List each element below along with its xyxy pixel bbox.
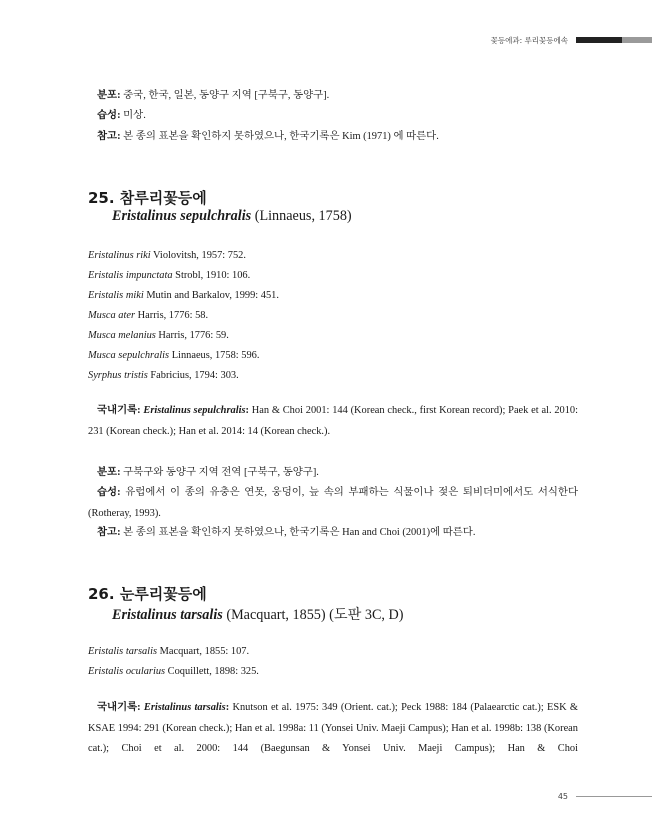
species-25-habit: 습성: 유럽에서 이 종의 유충은 연못, 웅덩이, 늪 속의 부패하는 식물이나 젖은 퇴비더미에서도 서식한다 (Rotheray, 1993).: [88, 487, 578, 519]
synonym-item: Eristalis ocularius Coquillett, 1898: 325.: [88, 666, 259, 677]
synonym-item: Musca sepulchralis Linnaeus, 1758: 596.: [88, 350, 260, 361]
page-number: 45: [557, 792, 568, 801]
synonym-item: Eristalis miki Mutin and Barkalov, 1999: 451.: [88, 290, 279, 301]
synonym-item: Eristalinus riki Violovitsh, 1957: 752.: [88, 250, 246, 261]
synonym-item: Eristalis impunctata Strobl, 1910: 106.: [88, 270, 251, 281]
species-26-korean-records: 국내기록: Eristalinus tarsalis: Knutson et al. 1975: 349 (Orient. cat.); Peck 1988: 184 (Palaearctic cat.); ESK & KSAE 1994: 291 (Korean check.); Han et al. 1998a: 11 (Yonsei Univ. Maeji Campus); Han et al. 1998b: 138 (Korean cat.); Choi et al. 2000: 144 (Baegunsan & Yonsei Univ. Maeji Campus); Han & Choi: [88, 702, 578, 754]
running-title: 꽃등에과: 루리꽃등에속: [490, 35, 568, 45]
header-bar-dark: [576, 37, 622, 43]
species-25-korean-records: 국내기록: Eristalinus sepulchralis: Han & Choi 2001: 144 (Korean check., first Korean record); Paek et al. 2010: 231 (Korean check.); Han et al. 2014: 14 (Korean check.).: [88, 405, 578, 437]
prev-distribution: 분포: 중국, 한국, 일본, 동양구 지역 [구북구, 동양구].: [97, 90, 330, 101]
synonym-item: Musca melanius Harris, 1776: 59.: [88, 330, 229, 341]
prev-note: 참고: 본 종의 표본을 확인하지 못하였으나, 한국기록은 Kim (1971) 에 따른다.: [97, 131, 439, 142]
synonym-item: Syrphus tristis Fabricius, 1794: 303.: [88, 370, 239, 381]
running-header: [491, 34, 652, 46]
species-25-title: 25. 참루리꽃등에: [88, 189, 207, 207]
footer-rule: [576, 796, 652, 797]
species-25-distribution: 분포: 구북구와 동양구 지역 전역 [구북구, 동양구].: [97, 467, 319, 478]
species-25-scientific-name: Eristalinus sepulchralis (Linnaeus, 1758): [112, 208, 352, 224]
page-footer: [558, 792, 652, 801]
prev-habit: 습성: 미상.: [97, 110, 146, 121]
species-26-title: 26. 눈루리꽃등에: [88, 585, 207, 603]
species-26-scientific-name: Eristalinus tarsalis (Macquart, 1855) (도판 3C, D): [112, 607, 404, 623]
synonym-item: Eristalis tarsalis Macquart, 1855: 107.: [88, 646, 250, 657]
synonym-item: Musca ater Harris, 1776: 58.: [88, 310, 209, 321]
species-25-note: 참고: 본 종의 표본을 확인하지 못하였으나, 한국기록은 Han and Choi (2001)에 따른다.: [97, 527, 476, 538]
header-bar-gray: [622, 37, 652, 43]
